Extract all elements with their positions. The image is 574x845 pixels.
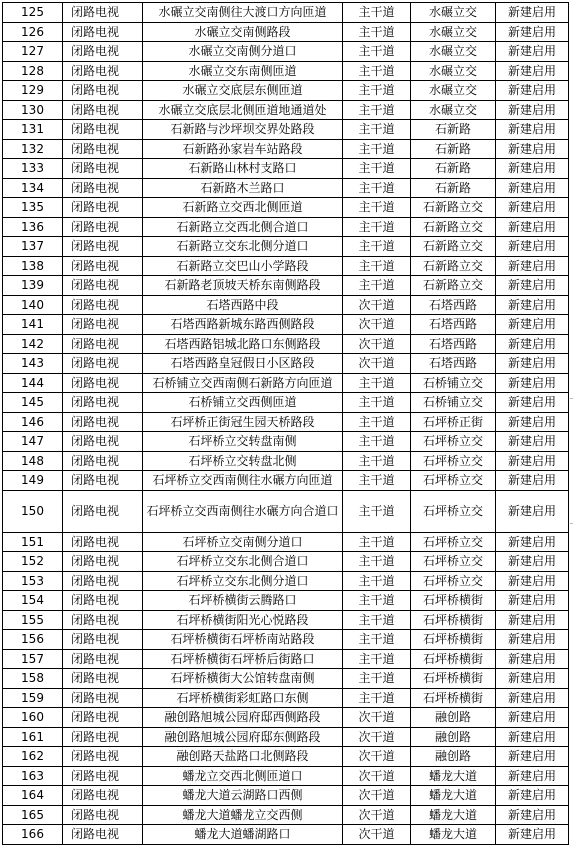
location-cell: 水碾立交南侧路段	[143, 22, 343, 42]
device-type-cell: 闭路电视	[63, 412, 143, 432]
status-cell: 新建启用	[496, 490, 569, 532]
status-cell: 新建启用	[496, 276, 569, 296]
location-cell: 石坪桥正街冠生园天桥路段	[143, 412, 343, 432]
location-cell: 石坪桥横街阳光心悦路段	[143, 610, 343, 630]
road-class-cell: 主干道	[343, 630, 411, 650]
device-type-cell: 闭路电视	[63, 315, 143, 335]
road-class-cell: 主干道	[343, 178, 411, 198]
status-cell: 新建启用	[496, 532, 569, 552]
table-row	[3, 22, 569, 42]
location-cell: 融创路旭城公园府邸西侧路段	[143, 708, 343, 728]
road-class-cell: 主干道	[343, 22, 411, 42]
camera-location-table	[2, 2, 569, 845]
table-row	[3, 393, 569, 413]
area-cell: 石坪桥正街	[411, 412, 496, 432]
area-cell: 石坪桥横街	[411, 610, 496, 630]
table-row	[3, 432, 569, 452]
area-cell: 石坪桥横街	[411, 649, 496, 669]
area-cell: 水碾立交	[411, 100, 496, 120]
row-number-cell: 157	[3, 649, 63, 669]
location-cell: 石新路立交巴山小学路段	[143, 256, 343, 276]
device-type-cell: 闭路电视	[63, 120, 143, 140]
location-cell: 融创路旭城公园府邸东侧路段	[143, 727, 343, 747]
table-row	[3, 178, 569, 198]
table-row	[3, 412, 569, 432]
location-cell: 蟠龙大道云湖路口西侧	[143, 786, 343, 806]
area-cell: 石塔西路	[411, 354, 496, 374]
table-row	[3, 198, 569, 218]
row-number-cell: 136	[3, 217, 63, 237]
table-row	[3, 669, 569, 689]
area-cell: 石新路立交	[411, 217, 496, 237]
status-cell: 新建启用	[496, 100, 569, 120]
road-class-cell: 主干道	[343, 610, 411, 630]
status-cell: 新建启用	[496, 139, 569, 159]
road-class-cell: 主干道	[343, 471, 411, 491]
row-number-cell: 163	[3, 766, 63, 786]
location-cell: 石桥铺立交西南侧石新路方向匝道	[143, 373, 343, 393]
location-cell: 石塔西路中段	[143, 295, 343, 315]
device-type-cell: 闭路电视	[63, 217, 143, 237]
status-cell: 新建启用	[496, 354, 569, 374]
status-cell: 新建启用	[496, 451, 569, 471]
area-cell: 水碾立交	[411, 81, 496, 101]
location-cell: 石新路老顶坡天桥东南侧路段	[143, 276, 343, 296]
status-cell: 新建启用	[496, 22, 569, 42]
table-row	[3, 649, 569, 669]
area-cell: 石坪桥立交	[411, 571, 496, 591]
road-class-cell: 主干道	[343, 276, 411, 296]
road-class-cell: 主干道	[343, 451, 411, 471]
location-cell: 石坪桥横街大公馆转盘南侧	[143, 669, 343, 689]
road-class-cell: 主干道	[343, 120, 411, 140]
row-number-cell: 147	[3, 432, 63, 452]
table-row	[3, 747, 569, 767]
table-row	[3, 139, 569, 159]
area-cell: 石坪桥横街	[411, 630, 496, 650]
row-number-cell: 129	[3, 81, 63, 101]
status-cell: 新建启用	[496, 552, 569, 572]
row-number-cell: 159	[3, 688, 63, 708]
area-cell: 石坪桥横街	[411, 591, 496, 611]
device-type-cell: 闭路电视	[63, 649, 143, 669]
table-row	[3, 334, 569, 354]
row-number-cell: 131	[3, 120, 63, 140]
status-cell: 新建启用	[496, 412, 569, 432]
road-class-cell: 主干道	[343, 490, 411, 532]
road-class-cell: 主干道	[343, 42, 411, 62]
area-cell: 石桥铺立交	[411, 373, 496, 393]
road-class-cell: 次干道	[343, 766, 411, 786]
table-row	[3, 825, 569, 845]
road-class-cell: 次干道	[343, 334, 411, 354]
table-row	[3, 237, 569, 257]
status-cell: 新建启用	[496, 471, 569, 491]
table-row	[3, 61, 569, 81]
device-type-cell: 闭路电视	[63, 178, 143, 198]
road-class-cell: 主干道	[343, 3, 411, 23]
device-type-cell: 闭路电视	[63, 766, 143, 786]
table-row	[3, 100, 569, 120]
device-type-cell: 闭路电视	[63, 552, 143, 572]
location-cell: 蟠龙立交西北侧匝道口	[143, 766, 343, 786]
table-row	[3, 471, 569, 491]
area-cell: 蟠龙大道	[411, 766, 496, 786]
device-type-cell: 闭路电视	[63, 688, 143, 708]
row-number-cell: 130	[3, 100, 63, 120]
area-cell: 石塔西路	[411, 295, 496, 315]
table-row	[3, 159, 569, 179]
road-class-cell: 主干道	[343, 669, 411, 689]
area-cell: 石新路	[411, 178, 496, 198]
area-cell: 石坪桥立交	[411, 432, 496, 452]
device-type-cell: 闭路电视	[63, 42, 143, 62]
road-class-cell: 主干道	[343, 217, 411, 237]
device-type-cell: 闭路电视	[63, 61, 143, 81]
device-type-cell: 闭路电视	[63, 630, 143, 650]
row-number-cell: 141	[3, 315, 63, 335]
location-cell: 石坪桥立交东北侧合道口	[143, 552, 343, 572]
location-cell: 石塔西路皇冠假日小区路段	[143, 354, 343, 374]
location-cell: 石新路木兰路口	[143, 178, 343, 198]
row-number-cell: 133	[3, 159, 63, 179]
device-type-cell: 闭路电视	[63, 610, 143, 630]
table-row	[3, 373, 569, 393]
device-type-cell: 闭路电视	[63, 432, 143, 452]
area-cell: 蟠龙大道	[411, 805, 496, 825]
status-cell: 新建启用	[496, 217, 569, 237]
location-cell: 石新路立交西北侧合道口	[143, 217, 343, 237]
device-type-cell: 闭路电视	[63, 81, 143, 101]
table-row	[3, 120, 569, 140]
road-class-cell: 次干道	[343, 825, 411, 845]
table-row	[3, 256, 569, 276]
table-body	[3, 3, 569, 845]
area-cell: 石塔西路	[411, 334, 496, 354]
status-cell: 新建启用	[496, 315, 569, 335]
table-row	[3, 532, 569, 552]
road-class-cell: 主干道	[343, 393, 411, 413]
road-class-cell: 主干道	[343, 532, 411, 552]
area-cell: 石坪桥横街	[411, 688, 496, 708]
status-cell: 新建启用	[496, 571, 569, 591]
row-number-cell: 151	[3, 532, 63, 552]
location-cell: 水碾立交南侧分道口	[143, 42, 343, 62]
row-number-cell: 161	[3, 727, 63, 747]
area-cell: 石坪桥立交	[411, 490, 496, 532]
device-type-cell: 闭路电视	[63, 727, 143, 747]
table-row	[3, 766, 569, 786]
area-cell: 石坪桥立交	[411, 552, 496, 572]
status-cell: 新建启用	[496, 786, 569, 806]
device-type-cell: 闭路电视	[63, 354, 143, 374]
row-number-cell: 162	[3, 747, 63, 767]
status-cell: 新建启用	[496, 295, 569, 315]
table-row	[3, 3, 569, 23]
row-number-cell: 127	[3, 42, 63, 62]
table-row	[3, 610, 569, 630]
row-number-cell: 146	[3, 412, 63, 432]
road-class-cell: 主干道	[343, 139, 411, 159]
road-class-cell: 主干道	[343, 649, 411, 669]
device-type-cell: 闭路电视	[63, 159, 143, 179]
table-row	[3, 708, 569, 728]
location-cell: 蟠龙大道蟠龙立交西侧	[143, 805, 343, 825]
device-type-cell: 闭路电视	[63, 393, 143, 413]
status-cell: 新建启用	[496, 81, 569, 101]
location-cell: 石坪桥横街石坪桥南站路段	[143, 630, 343, 650]
road-class-cell: 次干道	[343, 805, 411, 825]
device-type-cell: 闭路电视	[63, 373, 143, 393]
road-class-cell: 次干道	[343, 747, 411, 767]
area-cell: 石桥铺立交	[411, 393, 496, 413]
location-cell: 石桥铺立交西侧匝道	[143, 393, 343, 413]
table-row	[3, 42, 569, 62]
row-number-cell: 126	[3, 22, 63, 42]
row-number-cell: 160	[3, 708, 63, 728]
device-type-cell: 闭路电视	[63, 747, 143, 767]
device-type-cell: 闭路电视	[63, 22, 143, 42]
area-cell: 水碾立交	[411, 3, 496, 23]
location-cell: 石坪桥立交西南侧往水碾方向匝道	[143, 471, 343, 491]
row-number-cell: 158	[3, 669, 63, 689]
row-number-cell: 142	[3, 334, 63, 354]
status-cell: 新建启用	[496, 3, 569, 23]
status-cell: 新建启用	[496, 334, 569, 354]
road-class-cell: 主干道	[343, 237, 411, 257]
road-class-cell: 主干道	[343, 591, 411, 611]
road-class-cell: 主干道	[343, 81, 411, 101]
table-row	[3, 630, 569, 650]
location-cell: 石新路立交东北侧分道口	[143, 237, 343, 257]
device-type-cell: 闭路电视	[63, 295, 143, 315]
row-number-cell: 135	[3, 198, 63, 218]
row-number-cell: 144	[3, 373, 63, 393]
location-cell: 水碾立交底层东侧匝道	[143, 81, 343, 101]
status-cell: 新建启用	[496, 393, 569, 413]
table-row	[3, 727, 569, 747]
area-cell: 石新路	[411, 139, 496, 159]
status-cell: 新建启用	[496, 708, 569, 728]
device-type-cell: 闭路电视	[63, 805, 143, 825]
status-cell: 新建启用	[496, 432, 569, 452]
road-class-cell: 次干道	[343, 708, 411, 728]
area-cell: 水碾立交	[411, 61, 496, 81]
location-cell: 水碾立交底层北侧匝道地通道处	[143, 100, 343, 120]
device-type-cell: 闭路电视	[63, 3, 143, 23]
row-number-cell: 152	[3, 552, 63, 572]
status-cell: 新建启用	[496, 120, 569, 140]
location-cell: 石新路立交西北侧匝道	[143, 198, 343, 218]
location-cell: 石新路与沙坪坝交界处路段	[143, 120, 343, 140]
area-cell: 石新路	[411, 159, 496, 179]
road-class-cell: 次干道	[343, 727, 411, 747]
device-type-cell: 闭路电视	[63, 256, 143, 276]
edge-marker	[570, 523, 573, 524]
status-cell: 新建启用	[496, 688, 569, 708]
road-class-cell: 主干道	[343, 571, 411, 591]
row-number-cell: 155	[3, 610, 63, 630]
table-row	[3, 81, 569, 101]
device-type-cell: 闭路电视	[63, 198, 143, 218]
road-class-cell: 主干道	[343, 373, 411, 393]
row-number-cell: 148	[3, 451, 63, 471]
row-number-cell: 166	[3, 825, 63, 845]
location-cell: 石新路山林村支路口	[143, 159, 343, 179]
table-row	[3, 276, 569, 296]
row-number-cell: 137	[3, 237, 63, 257]
area-cell: 融创路	[411, 708, 496, 728]
device-type-cell: 闭路电视	[63, 532, 143, 552]
device-type-cell: 闭路电视	[63, 786, 143, 806]
road-class-cell: 次干道	[343, 315, 411, 335]
row-number-cell: 138	[3, 256, 63, 276]
status-cell: 新建启用	[496, 669, 569, 689]
location-cell: 石坪桥立交南侧分道口	[143, 532, 343, 552]
area-cell: 石新路	[411, 120, 496, 140]
road-class-cell: 次干道	[343, 786, 411, 806]
area-cell: 石新路立交	[411, 256, 496, 276]
device-type-cell: 闭路电视	[63, 669, 143, 689]
row-number-cell: 145	[3, 393, 63, 413]
device-type-cell: 闭路电视	[63, 708, 143, 728]
location-cell: 石坪桥立交西南侧往水碾方向合道口	[143, 490, 343, 532]
area-cell: 石坪桥横街	[411, 669, 496, 689]
road-class-cell: 主干道	[343, 159, 411, 179]
edge-marker	[570, 398, 573, 399]
location-cell: 蟠龙大道蟠湖路口	[143, 825, 343, 845]
device-type-cell: 闭路电视	[63, 276, 143, 296]
area-cell: 蟠龙大道	[411, 786, 496, 806]
road-class-cell: 次干道	[343, 354, 411, 374]
table-row	[3, 354, 569, 374]
area-cell: 蟠龙大道	[411, 825, 496, 845]
location-cell: 石坪桥立交转盘南侧	[143, 432, 343, 452]
device-type-cell: 闭路电视	[63, 571, 143, 591]
area-cell: 石塔西路	[411, 315, 496, 335]
road-class-cell: 主干道	[343, 432, 411, 452]
status-cell: 新建启用	[496, 159, 569, 179]
status-cell: 新建启用	[496, 591, 569, 611]
area-cell: 石坪桥立交	[411, 451, 496, 471]
area-cell: 融创路	[411, 747, 496, 767]
status-cell: 新建启用	[496, 727, 569, 747]
device-type-cell: 闭路电视	[63, 100, 143, 120]
road-class-cell: 次干道	[343, 295, 411, 315]
area-cell: 石新路立交	[411, 276, 496, 296]
area-cell: 石坪桥立交	[411, 471, 496, 491]
area-cell: 水碾立交	[411, 22, 496, 42]
status-cell: 新建启用	[496, 42, 569, 62]
row-number-cell: 132	[3, 139, 63, 159]
location-cell: 水碾立交南侧往大渡口方向匝道	[143, 3, 343, 23]
status-cell: 新建启用	[496, 649, 569, 669]
area-cell: 融创路	[411, 727, 496, 747]
row-number-cell: 150	[3, 490, 63, 532]
road-class-cell: 主干道	[343, 198, 411, 218]
status-cell: 新建启用	[496, 610, 569, 630]
device-type-cell: 闭路电视	[63, 471, 143, 491]
table-row	[3, 552, 569, 572]
area-cell: 石新路立交	[411, 198, 496, 218]
row-number-cell: 156	[3, 630, 63, 650]
location-cell: 石坪桥横街彩虹路口东侧	[143, 688, 343, 708]
device-type-cell: 闭路电视	[63, 237, 143, 257]
location-cell: 石坪桥立交转盘北侧	[143, 451, 343, 471]
location-cell: 水碾立交东南侧匝道	[143, 61, 343, 81]
location-cell: 石坪桥立交东北侧分道口	[143, 571, 343, 591]
location-cell: 融创路天盐路口北侧路段	[143, 747, 343, 767]
status-cell: 新建启用	[496, 198, 569, 218]
table-row	[3, 217, 569, 237]
row-number-cell: 154	[3, 591, 63, 611]
status-cell: 新建启用	[496, 825, 569, 845]
table-row	[3, 786, 569, 806]
table-row	[3, 805, 569, 825]
area-cell: 石新路立交	[411, 237, 496, 257]
row-number-cell: 134	[3, 178, 63, 198]
status-cell: 新建启用	[496, 61, 569, 81]
device-type-cell: 闭路电视	[63, 825, 143, 845]
device-type-cell: 闭路电视	[63, 334, 143, 354]
status-cell: 新建启用	[496, 373, 569, 393]
table-row	[3, 591, 569, 611]
status-cell: 新建启用	[496, 256, 569, 276]
device-type-cell: 闭路电视	[63, 451, 143, 471]
status-cell: 新建启用	[496, 178, 569, 198]
table-row	[3, 571, 569, 591]
table-row	[3, 451, 569, 471]
table-row	[3, 295, 569, 315]
road-class-cell: 主干道	[343, 412, 411, 432]
area-cell: 石坪桥立交	[411, 532, 496, 552]
table-row	[3, 490, 569, 532]
device-type-cell: 闭路电视	[63, 591, 143, 611]
area-cell: 水碾立交	[411, 42, 496, 62]
row-number-cell: 149	[3, 471, 63, 491]
row-number-cell: 164	[3, 786, 63, 806]
row-number-cell: 143	[3, 354, 63, 374]
row-number-cell: 139	[3, 276, 63, 296]
status-cell: 新建启用	[496, 805, 569, 825]
device-type-cell: 闭路电视	[63, 139, 143, 159]
location-cell: 石新路孙家岩车站路段	[143, 139, 343, 159]
road-class-cell: 主干道	[343, 256, 411, 276]
row-number-cell: 140	[3, 295, 63, 315]
row-number-cell: 165	[3, 805, 63, 825]
road-class-cell: 主干道	[343, 688, 411, 708]
row-number-cell: 153	[3, 571, 63, 591]
road-class-cell: 主干道	[343, 100, 411, 120]
road-class-cell: 主干道	[343, 61, 411, 81]
table-row	[3, 688, 569, 708]
row-number-cell: 128	[3, 61, 63, 81]
device-type-cell: 闭路电视	[63, 490, 143, 532]
row-number-cell: 125	[3, 3, 63, 23]
location-cell: 石坪桥横街石坪桥后街路口	[143, 649, 343, 669]
status-cell: 新建启用	[496, 630, 569, 650]
location-cell: 石坪桥横街云腾路口	[143, 591, 343, 611]
table-row	[3, 315, 569, 335]
status-cell: 新建启用	[496, 766, 569, 786]
location-cell: 石塔西路新城东路西侧路段	[143, 315, 343, 335]
location-cell: 石塔西路铝城北路口东侧路段	[143, 334, 343, 354]
status-cell: 新建启用	[496, 747, 569, 767]
status-cell: 新建启用	[496, 237, 569, 257]
road-class-cell: 主干道	[343, 552, 411, 572]
